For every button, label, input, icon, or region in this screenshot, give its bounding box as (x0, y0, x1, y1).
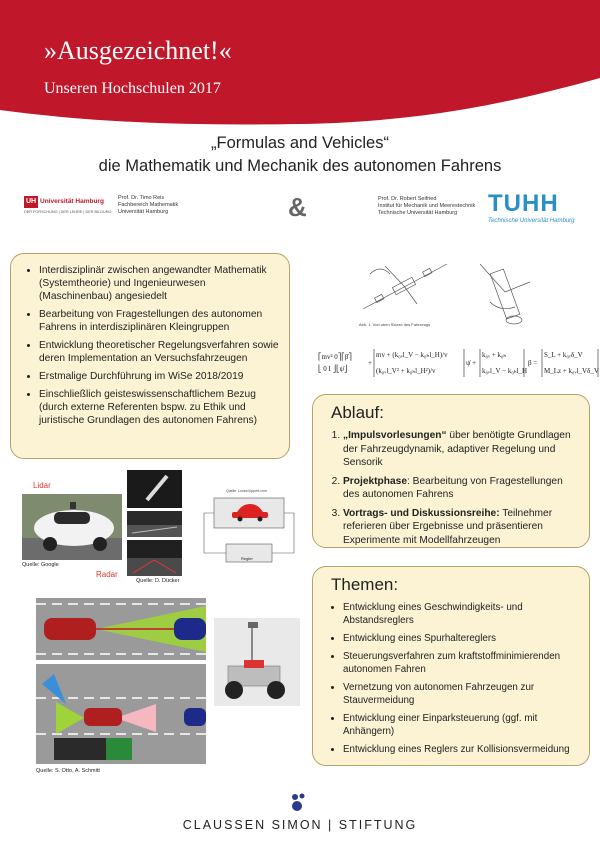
themen-item: • Entwicklung eines Reglers zur Kollisionsvermeidung (343, 743, 579, 756)
equation-graphic (316, 345, 600, 385)
intro-item: • Entwicklung theoretischer Regelungsverfahren sowie deren Implementation an Versuchsfahrzeugen (39, 339, 279, 365)
themen-item: • Entwicklung eines Geschwindigkeits- und Abstandsreglers (343, 601, 579, 627)
themen-box (312, 566, 590, 766)
svg-text:ψ̇ +: ψ̇ + (466, 359, 477, 367)
intro-item: • Erstmalige Durchführung im WiSe 2018/2019 (39, 370, 279, 383)
road-scene-avoidance (36, 664, 206, 764)
road-scene-following (36, 598, 206, 660)
otto-caption: Quelle: S. Otto, A. Schmitt (36, 768, 100, 774)
header-banner (0, 0, 600, 140)
radar-label: Radar (96, 570, 118, 579)
themen-title: Themen: (331, 575, 399, 594)
camera-image-middle (127, 511, 182, 537)
intro-list (21, 264, 279, 427)
uhh-logo-tagline: DER FORSCHUNG | DER LEHRE | DER BILDUNG (24, 210, 112, 214)
uhh-contact-line: Universität Hamburg (118, 209, 169, 215)
ablauf-item-bold: Projektphase (343, 475, 407, 487)
ablauf-box (312, 394, 590, 548)
poster-title-line2: die Mathematik und Mechanik des autonomen Fahrens (98, 157, 502, 175)
model-vehicle-photo (214, 618, 300, 706)
tuhh-contact (378, 196, 475, 217)
header-subtitle: Unseren Hochschulen 2017 (44, 80, 221, 97)
svg-text:M_Lz + k₀ᵥl_Vδ_V: M_Lz + k₀ᵥl_Vδ_V (544, 367, 599, 375)
google-car-photo (22, 494, 122, 560)
intro-item: • Interdisziplinär zwischen angewandter Mathematik (Systemtheorie) und Ingenieurwesen (Maschinenbau) angesiedelt (39, 264, 279, 303)
ablauf-item-text: : Bearbeitung von Fragestellungen des autonomen Fahrens (343, 475, 563, 500)
themen-list (323, 601, 579, 756)
ampersand: & (288, 192, 307, 222)
ablauf-item (343, 429, 579, 470)
poster-title-line1: „Formulas and Vehicles“ (211, 134, 389, 152)
svg-text:S_L + k₀ᵥδ_V: S_L + k₀ᵥδ_V (544, 351, 583, 359)
uhh-contact-line: Prof. Dr. Timo Reis (118, 195, 165, 201)
footer (0, 790, 600, 832)
control-block-diagram (196, 486, 300, 574)
themen-item: • Steuerungsverfahren zum kraftstoffminimierenden autonomen Fahren (343, 650, 579, 676)
ablauf-title: Ablauf: (331, 403, 384, 422)
themen-item: • Vernetzung von autonomen Fahrzeugen zur Stauvermeidung (343, 681, 579, 707)
svg-text:⎡mv² 0⎤⎡β̇⎤: ⎡mv² 0⎤⎡β̇⎤ (318, 353, 352, 361)
steering-sketch-figure (470, 252, 550, 332)
poster-title (0, 132, 600, 178)
intro-item: • Einschließlich geisteswissenschaftlichem Bezug (durch externe Referenten bspw. zu Ethik und juristische Grundlagen des autonomen Fahrens) (39, 388, 279, 427)
header-title: »Ausgezeichnet!« (44, 36, 232, 65)
camera-image-bottom (127, 540, 182, 576)
uhh-contact-line: Fachbereich Mathematik (118, 202, 179, 208)
ablauf-item (343, 507, 579, 548)
svg-text:(k₀ᵥl_V² + k₀ₕl_H²)/v: (k₀ᵥl_V² + k₀ₕl_H²)/v (376, 367, 436, 375)
svg-text:β =: β = (528, 359, 538, 367)
ablauf-item-text: über benötigte Grundlagen der Fahrzeugdynamik, adaptiver Regelung und Sensorik (343, 430, 571, 468)
footer-foundation-name: CLAUSSEN SIMON | STIFTUNG (182, 818, 418, 832)
lidar-label: Lidar (33, 481, 51, 490)
camera-image-top (127, 470, 182, 508)
tuhh-contact-line: Technische Universität Hamburg (378, 210, 458, 216)
uhh-contact (118, 195, 178, 216)
tuhh-contact-line: Institut für Mechanik und Meerestechnik (378, 203, 476, 209)
themen-item: • Entwicklung eines Spurhaltereglers (343, 632, 579, 645)
ablauf-item-bold: „Impulsvorlesungen“ (343, 430, 447, 441)
vehicle-sketch-figure (355, 254, 455, 334)
header-wave (0, 0, 600, 140)
tuhh-contact-line: Prof. Dr. Robert Seifried (378, 196, 437, 202)
svg-text:k₀ᵥl_V − k₀ₕl_H: k₀ᵥl_V − k₀ₕl_H (482, 367, 528, 375)
svg-text:k₀ᵥ + k₀ₕ: k₀ᵥ + k₀ₕ (482, 351, 507, 359)
regler-label: Regler (241, 556, 253, 561)
ablauf-item (343, 475, 579, 502)
ablauf-item-bold: Vortrags- und Diskussionsreihe: (343, 507, 500, 519)
svg-text:+: + (368, 359, 372, 367)
ablauf-list (323, 429, 579, 547)
tuhh-logo: TUHH (488, 190, 559, 217)
themen-item: • Entwicklung einer Einparksteuerung (ggf. mit Anhängern) (343, 712, 579, 738)
intro-box (10, 253, 290, 459)
vehicle-sketch-caption: Abb. 1. Von oben Skizze des Fahrzeugs (359, 322, 431, 327)
duecker-caption: Quelle: D. Dücker (136, 578, 180, 584)
svg-text:⎣ 0 I ⎦⎣ψ̈⎦: ⎣ 0 I ⎦⎣ψ̈⎦ (318, 365, 348, 373)
claussen-simon-logo-icon (0, 790, 600, 816)
tuhh-logo-subtitle: Technische Universität Hamburg (488, 218, 575, 224)
uhh-logo-name: Universität Hamburg (40, 198, 104, 205)
ablauf-item-text: Teilnehmer referieren über Ergebnisse und präsentieren Experimente mit Modellfahrzeugen (343, 507, 553, 546)
block-source: Quelle: Lunze/Lippert.com (226, 489, 267, 493)
vehicle-dynamics-equation (316, 345, 600, 387)
svg-text:mv + (k₀ᵥl_V − k₀ₕl_H)/v: mv + (k₀ᵥl_V − k₀ₕl_H)/v (376, 351, 448, 359)
google-caption: Quelle: Google (22, 562, 59, 568)
uhh-logo-mark: UH (24, 196, 38, 208)
intro-item: • Bearbeitung von Fragestellungen des autonomen Fahrens in interdisziplinären Kleingruppen (39, 308, 279, 334)
